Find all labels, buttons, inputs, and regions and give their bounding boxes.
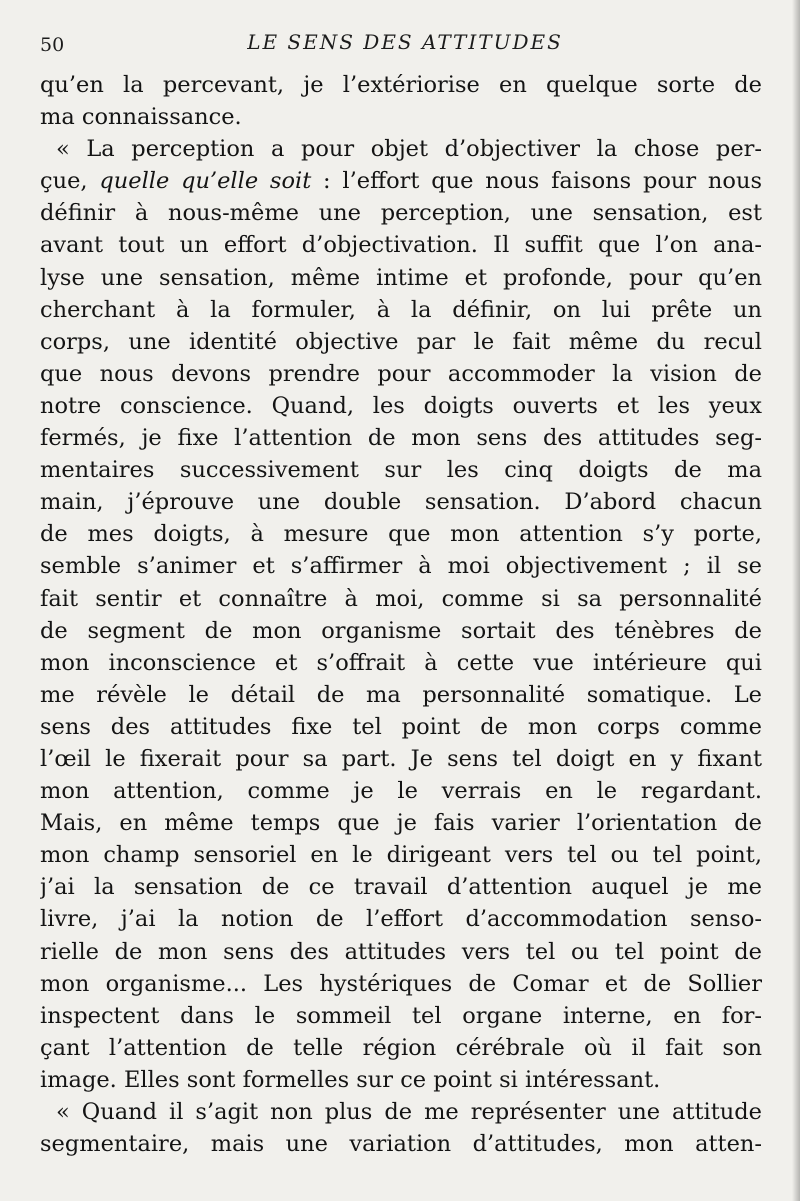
text-line: me révèle le détail de ma personnalité somatique. Le <box>40 681 762 708</box>
text-line: çant l’attention de telle région cérébrale où il fait son <box>40 1034 762 1061</box>
text-line: ma connaissance. <box>40 104 242 131</box>
text-line: mon champ sensoriel en le dirigeant vers tel ou tel point, <box>40 842 762 869</box>
text-line: mon attention, comme je le verrais en le regardant. <box>40 778 762 805</box>
text-line: semble s’animer et s’affirmer à moi objectivement ; il se <box>40 553 762 580</box>
text-line: qu’en la percevant, je l’extériorise en quelque sorte de <box>40 72 762 98</box>
text-line: « Quand il s’agit non plus de me représenter une attitude <box>56 1099 762 1125</box>
text-line: l’œil le fixerait pour sa part. Je sens tel doigt en y fixant <box>40 745 762 772</box>
text-line: j’ai la sensation de ce travail d’attention auquel je me <box>40 874 762 901</box>
page-number: 50 <box>40 34 65 56</box>
text-line-segment: : l’effort que nous faisons pour nous <box>311 168 762 195</box>
text-line: notre conscience. Quand, les doigts ouverts et les yeux <box>40 392 762 419</box>
text-line: de mes doigts, à mesure que mon attention s’y porte, <box>40 521 762 548</box>
page-header <box>40 30 770 60</box>
text-line: livre, j’ai la notion de l’effort d’accommodation senso- <box>40 906 762 933</box>
text-line: avant tout un effort d’objectivation. Il suffit que l’on ana- <box>40 232 762 259</box>
text-line: cherchant à la formuler, à la définir, on lui prête un <box>40 296 762 323</box>
text-line: mon organisme... Les hystériques de Comar et de Sollier <box>40 970 762 997</box>
text-line: rielle de mon sens des attitudes vers tel ou tel point de <box>40 938 762 965</box>
text-line: définir à nous-même une perception, une sensation, est <box>40 200 762 227</box>
italic-phrase: quelle qu’elle soit <box>99 168 312 195</box>
text-line: lyse une sensation, même intime et profonde, pour qu’en <box>40 264 762 291</box>
text-line: segmentaire, mais une variation d’attitudes, mon atten- <box>40 1131 762 1158</box>
text-line: de segment de mon organisme sortait des ténèbres de <box>40 617 762 644</box>
text-line: « La perception a pour objet d’objectiver la chose per- <box>56 136 762 163</box>
text-line: sens des attitudes fixe tel point de mon corps comme <box>40 713 762 740</box>
body-text <box>40 69 762 1160</box>
text-line: inspectent dans le sommeil tel organe interne, en for- <box>40 1002 762 1029</box>
text-line: mentaires successivement sur les cinq doigts de ma <box>40 457 762 484</box>
running-head: LE SENS DES ATTITUDES <box>247 30 563 54</box>
text-line: que nous devons prendre pour accommoder la vision de <box>40 360 762 387</box>
text-line: Mais, en même temps que je fais varier l’orientation de <box>40 810 762 837</box>
text-line: corps, une identité objective par le fait même du recul <box>40 328 762 355</box>
text-line: mon inconscience et s’offrait à cette vue intérieure qui <box>40 649 762 676</box>
text-line-segment: çue, <box>40 168 100 195</box>
text-line <box>40 165 762 197</box>
text-line: fait sentir et connaître à moi, comme si sa personnalité <box>40 585 762 612</box>
text-line: fermés, je fixe l’attention de mon sens des attitudes seg- <box>40 425 762 452</box>
text-line: main, j’éprouve une double sensation. D’abord chacun <box>40 489 762 516</box>
text-line: image. Elles sont formelles sur ce point si intéressant. <box>40 1066 661 1093</box>
